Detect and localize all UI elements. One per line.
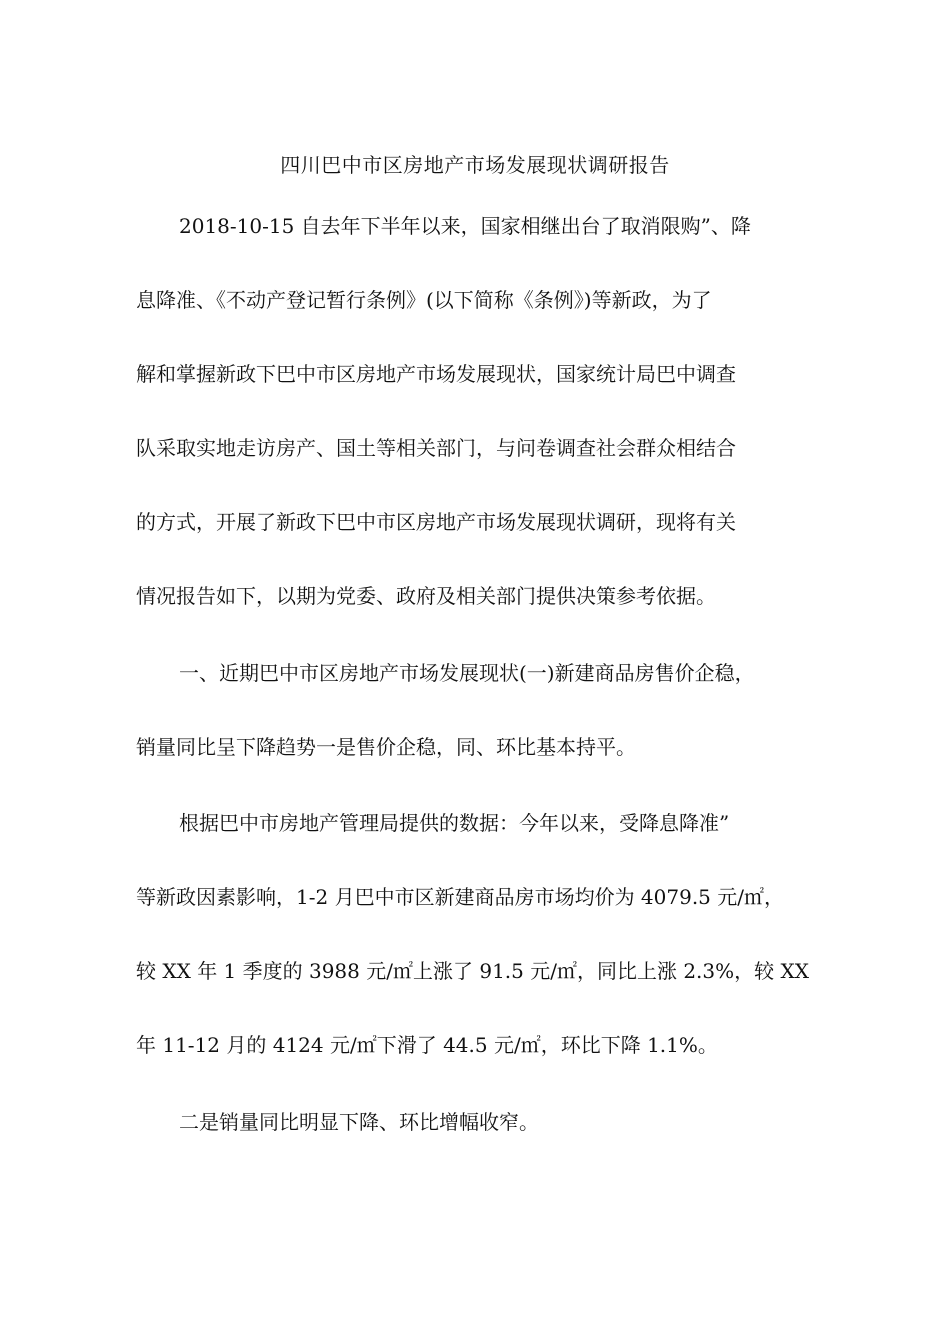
paragraph-line: 解和掌握新政下巴中市区房地产市场发展现状，国家统计局巴中调查 <box>136 362 736 386</box>
paragraph-line: 较 XX 年 1 季度的 3988 元/㎡上涨了 91.5 元/㎡，同比上涨 2.3%，较 XX <box>136 959 809 983</box>
document-title: 四川巴中市区房地产市场发展现状调研报告 <box>280 153 670 177</box>
paragraph-line: 的方式，开展了新政下巴中市区房地产市场发展现状调研，现将有关 <box>136 510 736 534</box>
paragraph-line: 队采取实地走访房产、国土等相关部门，与问卷调查社会群众相结合 <box>136 436 736 460</box>
paragraph-line: 二是销量同比明显下降、环比增幅收窄。 <box>179 1110 539 1134</box>
paragraph-line: 息降准、《不动产登记暂行条例》(以下简称《条例》)等新政，为了 <box>136 288 712 312</box>
paragraph-line: 等新政因素影响，1-2 月巴中市区新建商品房市场均价为 4079.5 元/㎡， <box>136 885 784 909</box>
paragraph-line: 一、近期巴中市区房地产市场发展现状(一)新建商品房售价企稳， <box>179 661 755 685</box>
paragraph-line: 年 11-12 月的 4124 元/㎡下滑了 44.5 元/㎡，环比下降 1.1%。 <box>136 1033 718 1057</box>
paragraph-line: 情况报告如下，以期为党委、政府及相关部门提供决策参考依据。 <box>136 584 716 608</box>
paragraph-line: 2018-10-15 自去年下半年以来，国家相继出台了取消限购”、降 <box>179 214 751 238</box>
paragraph-line: 销量同比呈下降趋势一是售价企稳，同、环比基本持平。 <box>136 735 636 759</box>
paragraph-line: 根据巴中市房地产管理局提供的数据：今年以来，受降息降准” <box>179 811 730 835</box>
